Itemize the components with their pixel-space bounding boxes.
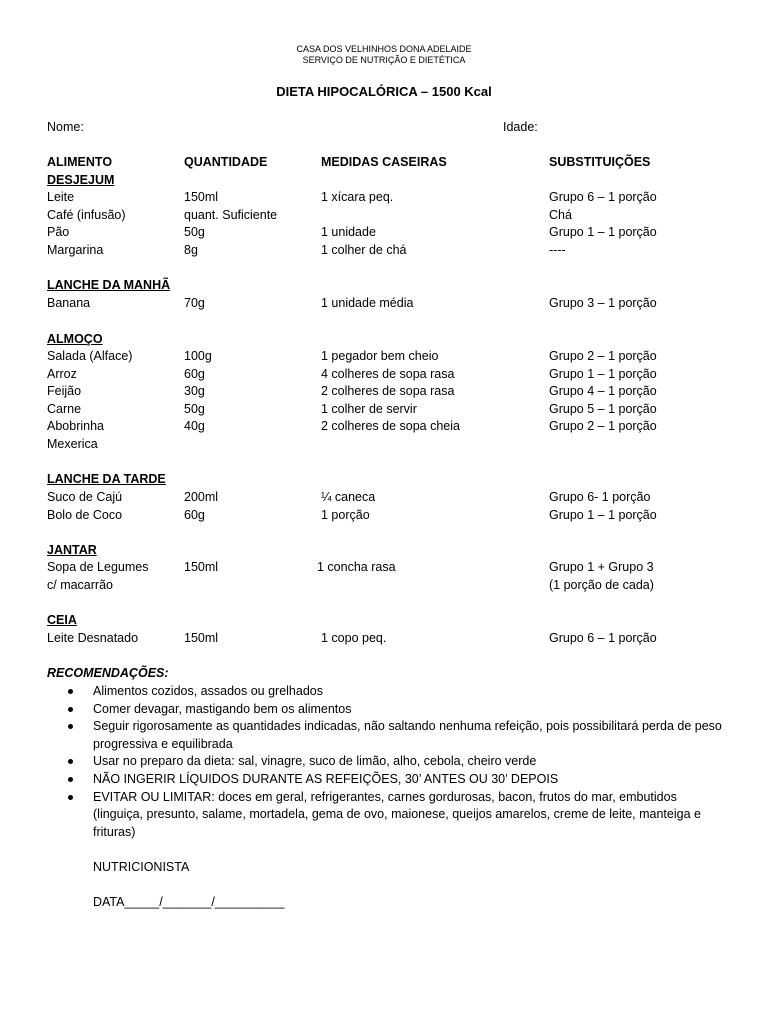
- measure-cell: 1 pegador bem cheio: [321, 349, 439, 363]
- measure-cell: 1 concha rasa: [317, 560, 396, 574]
- list-item: Alimentos cozidos, assados ou grelhados: [47, 683, 727, 701]
- substitution-cell: Grupo 1 – 1 porção: [549, 225, 657, 239]
- food-cell: Pão: [47, 225, 70, 239]
- age-label: Idade:: [503, 120, 538, 134]
- bullet-icon: [68, 777, 73, 782]
- column-header-substituicoes: SUBSTITUIÇÕES: [549, 155, 651, 169]
- food-cell: c/ macarrão: [47, 578, 113, 592]
- quantity-cell: 70g: [184, 296, 205, 310]
- measure-cell: 4 colheres de sopa rasa: [321, 367, 455, 381]
- quantity-cell: 100g: [184, 349, 212, 363]
- substitution-cell: Grupo 6 – 1 porção: [549, 631, 657, 645]
- quantity-cell: 50g: [184, 402, 205, 416]
- quantity-cell: 40g: [184, 419, 205, 433]
- quantity-cell: quant. Suficiente: [184, 208, 278, 222]
- bullet-icon: [68, 759, 73, 764]
- quantity-cell: 150ml: [184, 560, 219, 574]
- meal-title: JANTAR: [47, 543, 97, 557]
- substitution-cell: Grupo 6- 1 porção: [549, 490, 651, 504]
- nutritionist-label: NUTRICIONISTA: [93, 860, 190, 874]
- measure-cell: 1 unidade média: [321, 296, 414, 310]
- quantity-cell: 150ml: [184, 190, 219, 204]
- substitution-cell: Grupo 5 – 1 porção: [549, 402, 657, 416]
- food-cell: Sopa de Legumes: [47, 560, 149, 574]
- measure-cell: ¼ caneca: [321, 490, 376, 504]
- food-cell: Carne: [47, 402, 82, 416]
- substitution-cell: Grupo 6 – 1 porção: [549, 190, 657, 204]
- food-cell: Mexerica: [47, 437, 98, 451]
- measure-cell: 1 unidade: [321, 225, 376, 239]
- food-cell: Arroz: [47, 367, 77, 381]
- meal-title: CEIA: [47, 613, 77, 627]
- recommendations-title: RECOMENDAÇÕES:: [47, 666, 169, 680]
- quantity-cell: 150ml: [184, 631, 219, 645]
- substitution-cell: Grupo 1 – 1 porção: [549, 508, 657, 522]
- measure-cell: 1 xícara peq.: [321, 190, 394, 204]
- food-cell: Leite Desnatado: [47, 631, 139, 645]
- substitution-cell: Grupo 2 – 1 porção: [549, 419, 657, 433]
- bullet-icon: [68, 707, 73, 712]
- name-label: Nome:: [47, 120, 84, 134]
- recommendations-list: [47, 683, 727, 841]
- measure-cell: 2 colheres de sopa rasa: [321, 384, 455, 398]
- quantity-cell: 60g: [184, 367, 205, 381]
- food-cell: Margarina: [47, 243, 104, 257]
- food-cell: Café (infusão): [47, 208, 126, 222]
- substitution-cell: Grupo 3 – 1 porção: [549, 296, 657, 310]
- list-item: Comer devagar, mastigando bem os alimentos: [47, 701, 727, 719]
- column-header-medidas: MEDIDAS CASEIRAS: [321, 155, 447, 169]
- quantity-cell: 30g: [184, 384, 205, 398]
- food-cell: Salada (Alface): [47, 349, 133, 363]
- measure-cell: 1 porção: [321, 508, 370, 522]
- bullet-icon: [68, 689, 73, 694]
- quantity-cell: 60g: [184, 508, 205, 522]
- institution-name: CASA DOS VELHINHOS DONA ADELAIDE: [296, 44, 472, 54]
- quantity-cell: 8g: [184, 243, 198, 257]
- substitution-cell: Chá: [549, 208, 572, 222]
- list-item: Usar no preparo da dieta: sal, vinagre, suco de limão, alho, cebola, cheiro verde: [47, 753, 727, 771]
- food-cell: Bolo de Coco: [47, 508, 123, 522]
- meal-title: ALMOÇO: [47, 332, 103, 346]
- date-line: DATA_____/_______/__________: [93, 895, 285, 909]
- meal-title: LANCHE DA TARDE: [47, 472, 166, 486]
- measure-cell: 1 colher de chá: [321, 243, 407, 257]
- quantity-cell: 200ml: [184, 490, 219, 504]
- substitution-cell: (1 porção de cada): [549, 578, 654, 592]
- substitution-cell: Grupo 1 – 1 porção: [549, 367, 657, 381]
- list-item: EVITAR OU LIMITAR: doces em geral, refrigerantes, carnes gordurosas, bacon, frutos do mar, embutidos (linguiça, presunto, salame, mortadela, gema de ovo, maionese, queijos amarelos, creme de leite, manteiga e frituras): [47, 789, 727, 842]
- bullet-icon: [68, 795, 73, 800]
- column-header-alimento: ALIMENTO: [47, 155, 113, 169]
- list-item: NÃO INGERIR LÍQUIDOS DURANTE AS REFEIÇÕES, 30’ ANTES OU 30’ DEPOIS: [47, 771, 727, 789]
- food-cell: Leite: [47, 190, 75, 204]
- meal-title: LANCHE DA MANHÃ: [47, 278, 171, 292]
- list-item: Seguir rigorosamente as quantidades indicadas, não saltando nenhuma refeição, pois possibilitará perda de peso progressiva e equilibrada: [47, 718, 727, 753]
- substitution-cell: ----: [549, 243, 566, 257]
- column-header-quantidade: QUANTIDADE: [184, 155, 268, 169]
- substitution-cell: Grupo 2 – 1 porção: [549, 349, 657, 363]
- bullet-icon: [68, 724, 73, 729]
- quantity-cell: 50g: [184, 225, 205, 239]
- meal-title: DESJEJUM: [47, 173, 115, 187]
- measure-cell: 1 copo peq.: [321, 631, 387, 645]
- document-title: DIETA HIPOCALÓRICA – 1500 Kcal: [276, 84, 492, 99]
- substitution-cell: Grupo 1 + Grupo 3: [549, 560, 654, 574]
- food-cell: Abobrinha: [47, 419, 104, 433]
- food-cell: Feijão: [47, 384, 82, 398]
- measure-cell: 1 colher de servir: [321, 402, 417, 416]
- food-cell: Suco de Cajú: [47, 490, 123, 504]
- food-cell: Banana: [47, 296, 91, 310]
- substitution-cell: Grupo 4 – 1 porção: [549, 384, 657, 398]
- measure-cell: 2 colheres de sopa cheia: [321, 419, 460, 433]
- department-name: SERVIÇO DE NUTRIÇÃO E DIETÉTICA: [302, 55, 466, 65]
